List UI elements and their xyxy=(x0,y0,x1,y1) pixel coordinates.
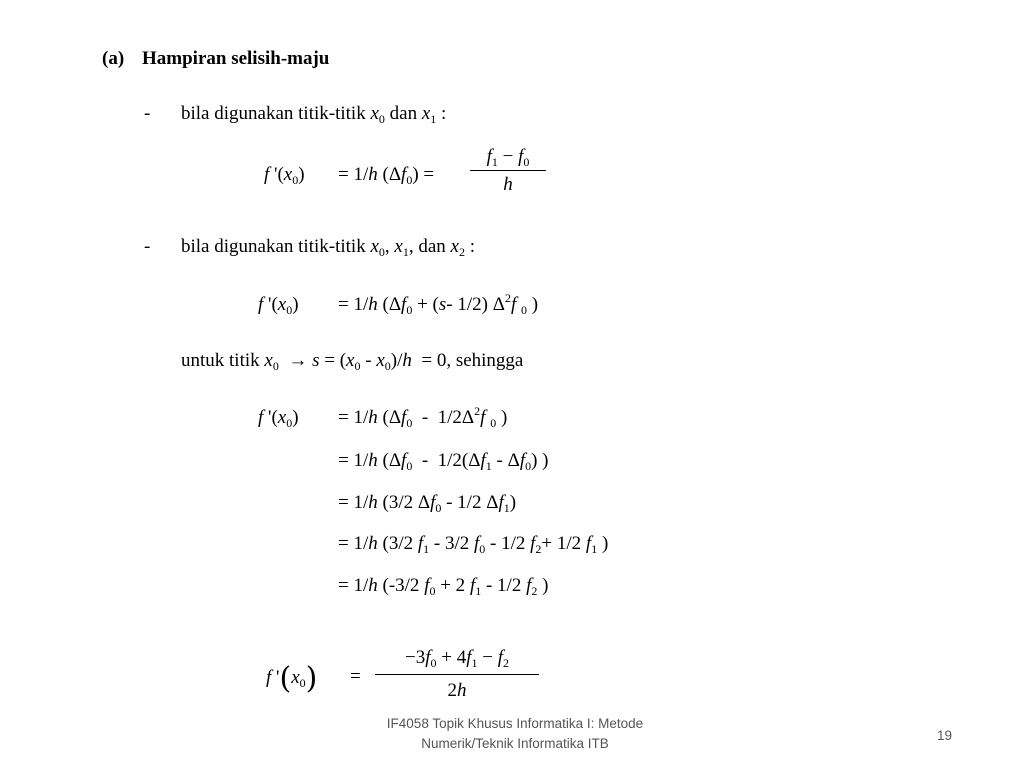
slide-footer xyxy=(340,714,690,754)
formula2-rhs: = 1/h ($\Delta f_0 + (s-$ 1/2) $\Delta^2f$ $_0$ ) xyxy=(338,291,539,317)
formula1-mid: = 1/h $(\Delta f_0)$ = xyxy=(338,164,435,187)
formula1-lhs: f '$(x_0)$ xyxy=(264,164,305,187)
case2-line xyxy=(181,236,475,259)
derivation-step-3: = 1/h (3/2 $\Delta f_0 - 1/2$ $\Delta f_1$) xyxy=(338,492,517,515)
derivation-step-1: = 1/h ($\Delta f_0 - 1/2\Delta^2f$ $_0$ ) xyxy=(338,404,508,430)
case2-dash: - xyxy=(144,236,151,257)
final-denominator: 2h xyxy=(447,680,467,701)
final-fraction xyxy=(375,646,539,701)
case2-text: bila digunakan titik-titik xyxy=(181,236,366,257)
footer-line-2: Numerik/Teknik Informatika ITB xyxy=(421,736,609,751)
derivation-step-2: = 1/h ($\Delta f_0 - 1/2(\Delta f_1 - \Delta f_0)$ ) xyxy=(338,450,549,473)
case1-vars: $x_0$ dan $x_1$ : xyxy=(370,103,447,126)
final-numerator: $-3f_0 + 4f_1 - f_2$ xyxy=(405,647,509,670)
derivation-step-4: = 1/h (3/2 $f_1 - 3/2$ $f_0 - 1/2$ $f_2+ 1/2$ $f_1$ ) xyxy=(338,533,609,556)
untuk-expression: $x_0 \to s = (x_0 - x_0)/h = 0$, sehingga xyxy=(264,350,524,373)
section-label: (a) xyxy=(102,48,125,69)
untuk-text: untuk titik xyxy=(181,350,260,371)
section-title: Hampiran selisih-maju xyxy=(142,48,330,69)
untuk-line xyxy=(181,350,524,373)
page-number: 19 xyxy=(937,728,953,743)
final-lhs: f '$(x_0)$ xyxy=(266,661,318,696)
formula3-lhs: f '$(x_0)$ xyxy=(258,407,299,430)
footer-line-1: IF4058 Topik Khusus Informatika I: Metode xyxy=(386,716,644,731)
final-equals: = xyxy=(350,666,361,687)
case1-text: bila digunakan titik-titik xyxy=(181,103,366,124)
fraction-numerator: $f_1 - f_0$ xyxy=(486,146,530,169)
case1-dash: - xyxy=(144,103,151,124)
case1-line xyxy=(181,103,447,126)
formula2-lhs: f '$(x_0)$ xyxy=(258,294,299,317)
formula1-fraction xyxy=(470,146,546,195)
case2-vars: $x_0$, $x_1$, dan $x_2$ : xyxy=(370,236,475,259)
fraction-denominator: h xyxy=(503,174,513,195)
derivation-step-5: = 1/h (-3/2 $f_0 + 2$ $f_1 - 1/2$ $f_2$ ) xyxy=(338,575,549,598)
